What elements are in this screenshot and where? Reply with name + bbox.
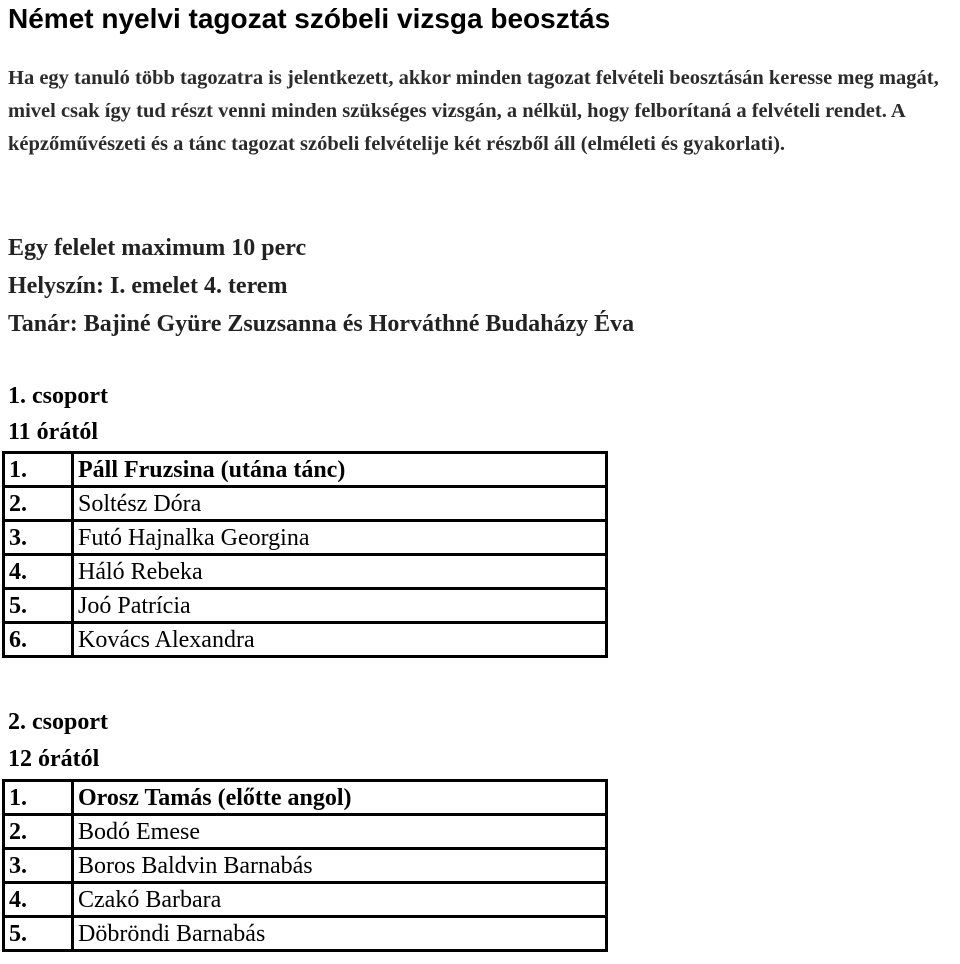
row-number: 4.	[4, 555, 73, 589]
student-name: Boros Baldvin Barnabás	[73, 849, 607, 883]
student-name: Kovács Alexandra	[73, 623, 607, 657]
table-row	[4, 815, 607, 849]
table-row	[4, 781, 607, 815]
group-2-time: 12 órától	[8, 746, 100, 772]
student-name: Orosz Tamás (előtte angol)	[73, 781, 607, 815]
exam-teachers: Tanár: Bajiné Gyüre Zsuzsanna és Horváthné Budaházy Éva	[8, 311, 635, 337]
table-row	[4, 487, 607, 521]
intro-paragraph: Ha egy tanuló több tagozatra is jelentkezett, akkor minden tagozat felvételi beosztásán keresse meg magát, mivel csak így tud részt venni minden szükséges vizsgán, a nélkül, hogy felborítaná a felvételi rendet. A képzőművészeti és a tánc tagozat szóbeli felvételije két részből áll (elméleti és gyakorlati).	[8, 67, 939, 155]
exam-location: Helyszín: I. emelet 4. terem	[8, 273, 288, 299]
student-name: Döbröndi Barnabás	[73, 917, 607, 951]
table-row	[4, 453, 607, 487]
group-1-label: 1. csoport	[8, 383, 108, 409]
student-name: Háló Rebeka	[73, 555, 607, 589]
student-name: Soltész Dóra	[73, 487, 607, 521]
row-number: 2.	[4, 815, 73, 849]
row-number: 5.	[4, 589, 73, 623]
row-number: 4.	[4, 883, 73, 917]
page-title: Német nyelvi tagozat szóbeli vizsga beosztás	[8, 3, 611, 34]
group-2-table	[2, 779, 608, 952]
row-number: 6.	[4, 623, 73, 657]
table-row	[4, 917, 607, 951]
row-number: 3.	[4, 849, 73, 883]
row-number: 1.	[4, 781, 73, 815]
row-number: 1.	[4, 453, 73, 487]
table-row	[4, 521, 607, 555]
row-number: 2.	[4, 487, 73, 521]
table-row	[4, 883, 607, 917]
student-name: Czakó Barbara	[73, 883, 607, 917]
student-name: Páll Fruzsina (utána tánc)	[73, 453, 607, 487]
exam-duration: Egy felelet maximum 10 perc	[8, 235, 307, 261]
table-row	[4, 555, 607, 589]
group-1-time: 11 órától	[8, 419, 98, 445]
student-name: Futó Hajnalka Georgina	[73, 521, 607, 555]
row-number: 5.	[4, 917, 73, 951]
table-row	[4, 623, 607, 657]
table-row	[4, 589, 607, 623]
row-number: 3.	[4, 521, 73, 555]
group-1-table	[2, 451, 608, 658]
student-name: Joó Patrícia	[73, 589, 607, 623]
group-2-label: 2. csoport	[8, 709, 108, 735]
table-row	[4, 849, 607, 883]
student-name: Bodó Emese	[73, 815, 607, 849]
